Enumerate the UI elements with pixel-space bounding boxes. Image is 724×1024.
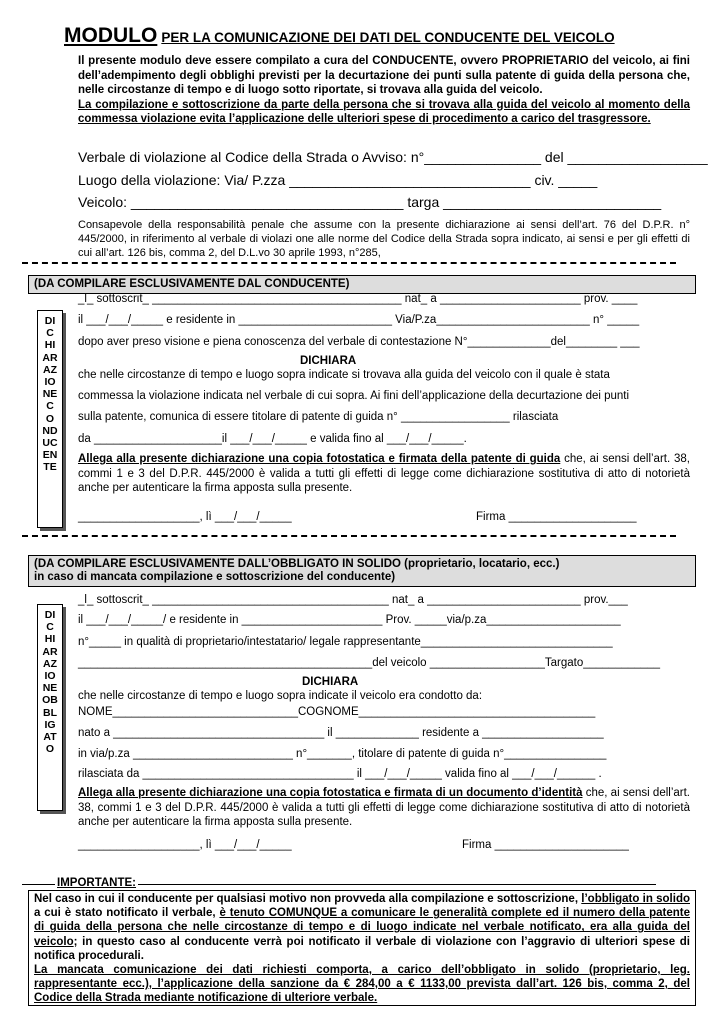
allega-documento-bold: Allega alla presente dichiarazione una copia fotostatica e firmata di un documento d’identità (78, 787, 583, 799)
cut-line (22, 535, 676, 537)
luogo-violazione-field[interactable]: Luogo della violazione: Via/ P.zza _______________________________ civ. _____ (78, 172, 598, 188)
importante-p1b: l’obbligato in solido (581, 893, 690, 905)
side-label-fragment: IG (44, 718, 56, 731)
intro-text (78, 54, 690, 127)
allega-patente-rest: che, ai sensi dell’art. 38, commi 1 e 3 del D.P.R. 445/2000 è valida a tutti gli effetti di legge come dichiarazione sostitutiva di atto di notorietà anche per autenticare la firma apposta sulla presente. (78, 453, 690, 494)
side-label-fragment: TE (43, 461, 57, 474)
dichiara-heading: DICHIARA (300, 355, 357, 367)
importante-p1f: a comunicare le generalità complete ed il numero della patente di guida della persona che nelle circostanze di tempo e di luogo indicate nel verbale notificato, era alla guida del veicolo (34, 907, 691, 948)
importante-p1e: COMUNQUE (268, 907, 338, 920)
sottoscritto-field[interactable]: _l_ sottoscrit_ _____________________________________ nat_ a ________________________ prov.___ (78, 594, 628, 606)
indirizzo-patente-field[interactable]: in via/p.za _________________________ n°_______, titolare di patente di guida n°________________ (78, 748, 607, 760)
side-label-fragment: NE (42, 682, 58, 695)
page-title (64, 24, 615, 48)
side-label-fragment: DI (44, 609, 56, 621)
veicolo-targa-field[interactable]: ______________________________________________del veicolo __________________Targato____________ (78, 657, 660, 669)
allega-patente-text (78, 452, 690, 496)
side-label-fragment: AR (42, 351, 58, 364)
side-label-fragment: AZ (43, 363, 57, 376)
side-label-fragment: O (45, 412, 55, 425)
rilascio-patente-field[interactable]: rilasciata da _________________________________ il ___/___/_____ valida fino al ___/___/______ . (78, 768, 602, 780)
side-label-fragment: NE (42, 388, 58, 401)
dichiara-text-1: che nelle circostanze di tempo e luogo sopra indicate si trovava alla guida del veicolo con il quale è stata (78, 369, 610, 381)
side-label-fragment: DI (44, 315, 56, 327)
side-label-fragment: AR (42, 645, 58, 658)
dichiarazione-obbligato-label (37, 604, 63, 811)
side-label-fragment: OB (42, 694, 58, 707)
importante-p2: La mancata comunicazione dei dati richiesti comporta, a carico dell’obbligato in solido (proprietario, leg. rappresentante ecc.), l’applicazione della sanzione da € 284,00 a € 1133,00 prevista dall’art. 126 bis, comma 2, del Codice della Strada mediante notificazione di ulteriore verbale. (34, 964, 690, 1005)
firma-conducente-field[interactable]: Firma ____________________ (476, 511, 637, 523)
dichiarazione-conducente-label (37, 310, 63, 528)
intro-paragraph-2: La compilazione e sottoscrizione da parte della persona che si trovava alla guida del veicolo al momento della commessa violazione evita l’applicazione delle ulteriori spese di procedimento a carico del trasgressore. (78, 98, 690, 125)
allega-documento-text (78, 786, 690, 830)
firma-obbligato-field[interactable]: Firma _____________________ (462, 839, 629, 851)
side-label-fragment: BL (43, 706, 57, 719)
residenza-field[interactable]: il ___/___/_____ e residente in ________________________ Via/P.za________________________ n° _____ (78, 314, 640, 326)
side-label-fragment: IO (44, 670, 56, 683)
verbale-field[interactable]: Verbale di violazione al Codice della Strada o Avviso: n°_______________ del __________________ (78, 149, 708, 165)
dichiara-text: che nelle circostanze di tempo e luogo sopra indicate il veicolo era condotto da: (78, 690, 483, 702)
rilascio-patente-field[interactable]: da ____________________il ___/___/_____ e valida fino al ___/___/_____. (78, 433, 467, 445)
importante-p1c: a cui è stato notificato il verbale, (34, 907, 220, 920)
side-label-fragment: C (46, 400, 54, 413)
side-label-fragment: C (46, 621, 54, 634)
consapevole-text: Consapevole della responsabilità penale che assume con la presente dichiarazione ai sensi dell’art. 76 del D.P.R. n° 445/2000, in riferimento al verbale di violazi one alle norme del Codice della Strada sopra indicato, ai sensi e per gli effetti di cui all’art. 126 bis, comma 2, del D.L.vo 30 aprile 1993, n°285, (78, 219, 690, 259)
side-label-fragment: HI (44, 339, 56, 352)
allega-patente-bold: Allega alla presente dichiarazione una copia fotostatica e firmata della patente di guida (78, 453, 561, 465)
section-obbligato-title: (DA COMPILARE ESCLUSIVAMENTE DALL’OBBLIGATO IN SOLIDO (proprietario, locatario, ecc.) (34, 558, 560, 570)
nascita-residenza-field[interactable]: nato a _________________________________ il _____________ residente a ___________________ (78, 727, 604, 739)
patente-field[interactable]: sulla patente, comunica di essere titolare di patente di guida n° _________________ rilasciata (78, 411, 559, 423)
side-label-fragment: C (46, 327, 54, 340)
luogo-data-field[interactable]: ___________________, lì ___/___/_____ (78, 839, 292, 851)
side-label-fragment: O (45, 743, 55, 756)
nome-cognome-field[interactable]: NOME_____________________________COGNOME_____________________________________ (78, 706, 596, 718)
luogo-data-field[interactable]: ___________________, lì ___/___/_____ (78, 511, 292, 523)
sottoscritto-field[interactable]: _l_ sottoscrit_ _______________________________________ nat_ a ______________________ prov. ____ (78, 293, 638, 305)
section-obbligato-subtitle: in caso di mancata compilazione e sottoscrizione del conducente) (34, 571, 396, 583)
importante-heading: IMPORTANTE: (57, 877, 137, 889)
title-main: MODULO (64, 24, 158, 47)
importante-p1d: è tenuto (219, 907, 269, 920)
veicolo-field[interactable]: Veicolo: ___________________________________ targa ____________________________ (78, 194, 662, 210)
section-obbligato-header (28, 555, 696, 587)
cut-line (22, 262, 676, 264)
residenza-field[interactable]: il ___/___/_____/ e residente in ______________________ Prov. _____via/p.za_____________________ (78, 614, 621, 626)
section-conducente-title: (DA COMPILARE ESCLUSIVAMENTE DAL CONDUCENTE) (34, 278, 350, 290)
side-label-fragment: AT (43, 731, 57, 744)
qualita-field[interactable]: n°_____ in qualità di proprietario/intestatario/ legale rappresentante______________________________ (78, 636, 613, 648)
side-label-fragment: IO (44, 376, 56, 389)
title-subtitle: PER LA COMUNICAZIONE DEI DATI DEL CONDUCENTE DEL VEICOLO (161, 30, 615, 45)
dichiara-text-2: commessa la violazione indicata nel verbale di cui sopra. Ai fini dell’applicazione della decurtazione dei punti (78, 390, 630, 402)
intro-paragraph-1: Il presente modulo deve essere compilato a cura del CONDUCENTE, ovvero PROPRIETARIO del veicolo, ai fini dell’adempimento degli obblighi previsti per la decurtazione dei punti sulla patente di guida della persona che, nelle circostanze di tempo e di luogo sotto riportate, si trovava alla guida del veicolo. (78, 55, 690, 96)
importante-text (34, 892, 690, 1006)
verbale-contestazione-field[interactable]: dopo aver preso visione e piena conoscenza del verbale di contestazione N°_____________del________ ___ (78, 336, 640, 348)
side-label-fragment: AZ (43, 657, 57, 670)
importante-p1a: Nel caso in cui il conducente per qualsiasi motivo non provveda alla compilazione e sottoscrizione, (34, 893, 582, 905)
allega-documento-rest: che, ai sensi dell’art. 38, commi 1 e 3 del D.P.R. 445/2000 è valida a tutti gli effetti di legge come dichiarazione sostitutiva di atto di notorietà anche per autenticare la firma apposta sulla presente. (78, 787, 690, 828)
side-label-fragment: ND (42, 424, 58, 437)
importante-p1g: ; in questo caso al conducente verrà poi notificato il verbale di violazione con l’aggravio di ulteriori spese di notifica procedurali. (34, 935, 690, 962)
side-label-fragment: HI (44, 633, 56, 646)
side-label-fragment: EN (42, 449, 58, 462)
dichiara-heading: DICHIARA (302, 676, 359, 688)
side-label-fragment: UC (42, 437, 58, 450)
